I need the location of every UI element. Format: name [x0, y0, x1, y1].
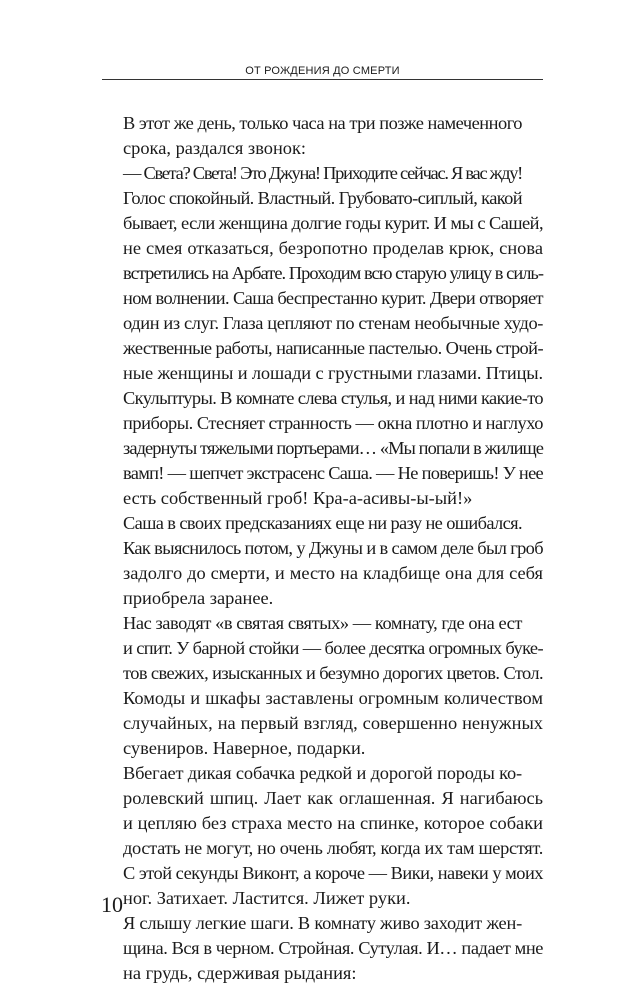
- text-line: и цепляю без страха место на спинке, которое собаки: [123, 813, 543, 833]
- paragraph: [102, 761, 543, 911]
- paragraph: [102, 161, 543, 186]
- running-title: [102, 65, 543, 78]
- text-line: С этой секунды Виконт, а короче — Вики, навеки у моих: [123, 863, 543, 883]
- text-line: Как выяснилось потом, у Джуны и в самом деле был гроб: [123, 538, 543, 558]
- text-line: на грудь, сдерживая рыдания:: [123, 963, 357, 983]
- text-line: щина. Вся в черном. Стройная. Сутулая. И… падает мне: [123, 938, 544, 958]
- text-line: сувениров. Наверное, подарки.: [123, 738, 366, 758]
- text-line: приборы. Стесняет странность — окна плотно и наглухо: [123, 413, 543, 433]
- text-line: приобрела заранее.: [123, 588, 274, 608]
- text-line: и спит. У барной стойки — более десятка огромных буке-: [123, 638, 544, 658]
- text-line: Комоды и шкафы заставлены огромным количеством: [123, 688, 543, 708]
- running-head: [102, 62, 543, 84]
- text-line: В этот же день, только часа на три позже намеченного: [123, 113, 522, 133]
- text-line: Голос спокойный. Властный. Грубовато-сиплый, какой: [123, 188, 522, 208]
- paragraph: [102, 111, 543, 161]
- text-line: ном волнении. Саша беспрестанно курит. Двери отворяет: [123, 288, 543, 308]
- text-line: есть собственный гроб! Кра-а-асивы-ы-ый!»: [123, 488, 473, 508]
- text-line: Скульптуры. В комнате слева стулья, и над ними какие-то: [123, 388, 544, 408]
- page-number: 10: [101, 892, 123, 917]
- text-line: срока, раздался звонок:: [123, 138, 307, 158]
- text-line: бывает, если женщина долгие годы курит. И мы с Сашей,: [123, 213, 544, 233]
- text-line: ролевский шпиц. Лает как оглашенная. Я нагибаюсь: [123, 788, 544, 808]
- text-line: ног. Затихает. Ластится. Лижет руки.: [123, 888, 411, 908]
- text-line: ные женщины и лошади с грустными глазами. Птицы.: [123, 363, 543, 383]
- body-text: [102, 111, 543, 986]
- text-line: жественные работы, написанные пастелью. Очень строй-: [123, 338, 543, 358]
- paragraph: [102, 611, 543, 761]
- text-line: Я слышу легкие шаги. В комнату живо заходит жен-: [123, 913, 522, 933]
- text-line: — Света? Света! Это Джуна! Приходите сейчас. Я вас жду!: [123, 163, 523, 183]
- text-line: Нас заводят «в святая святых» — комнату, где она ест: [123, 613, 523, 633]
- text-line: задернуты тяжелыми портьерами… «Мы попали в жилище: [123, 438, 544, 458]
- text-line: один из слуг. Глаза цепляют по стенам необычные худо-: [123, 313, 544, 333]
- paragraph: [102, 186, 543, 511]
- header-rule: [102, 79, 543, 80]
- text-line: встретились на Арбате. Проходим всю старую улицу в силь-: [123, 263, 544, 283]
- text-line: достать не могут, но очень любят, когда их там шерстят.: [123, 838, 543, 858]
- text-line: вамп! — шепчет экстрасенс Саша. — Не поверишь! У нее: [123, 463, 544, 483]
- text-line: тов свежих, изысканных и безумно дорогих цветов. Стол.: [123, 663, 544, 683]
- text-line: не смея отказаться, безропотно проделав крюк, снова: [123, 238, 543, 258]
- paragraph: [102, 511, 543, 611]
- text-line: Вбегает дикая собачка редкой и дорогой породы ко-: [123, 763, 522, 783]
- paragraph: [102, 911, 543, 986]
- running-title-text: ОТ РОЖДЕНИЯ ДО СМЕРТИ: [241, 65, 404, 77]
- text-line: случайных, на первый взгляд, совершенно ненужных: [123, 713, 543, 733]
- text-line: Саша в своих предсказаниях еще ни разу не ошибался.: [123, 513, 523, 533]
- text-line: задолго до смерти, и место на кладбище она для себя: [123, 563, 544, 583]
